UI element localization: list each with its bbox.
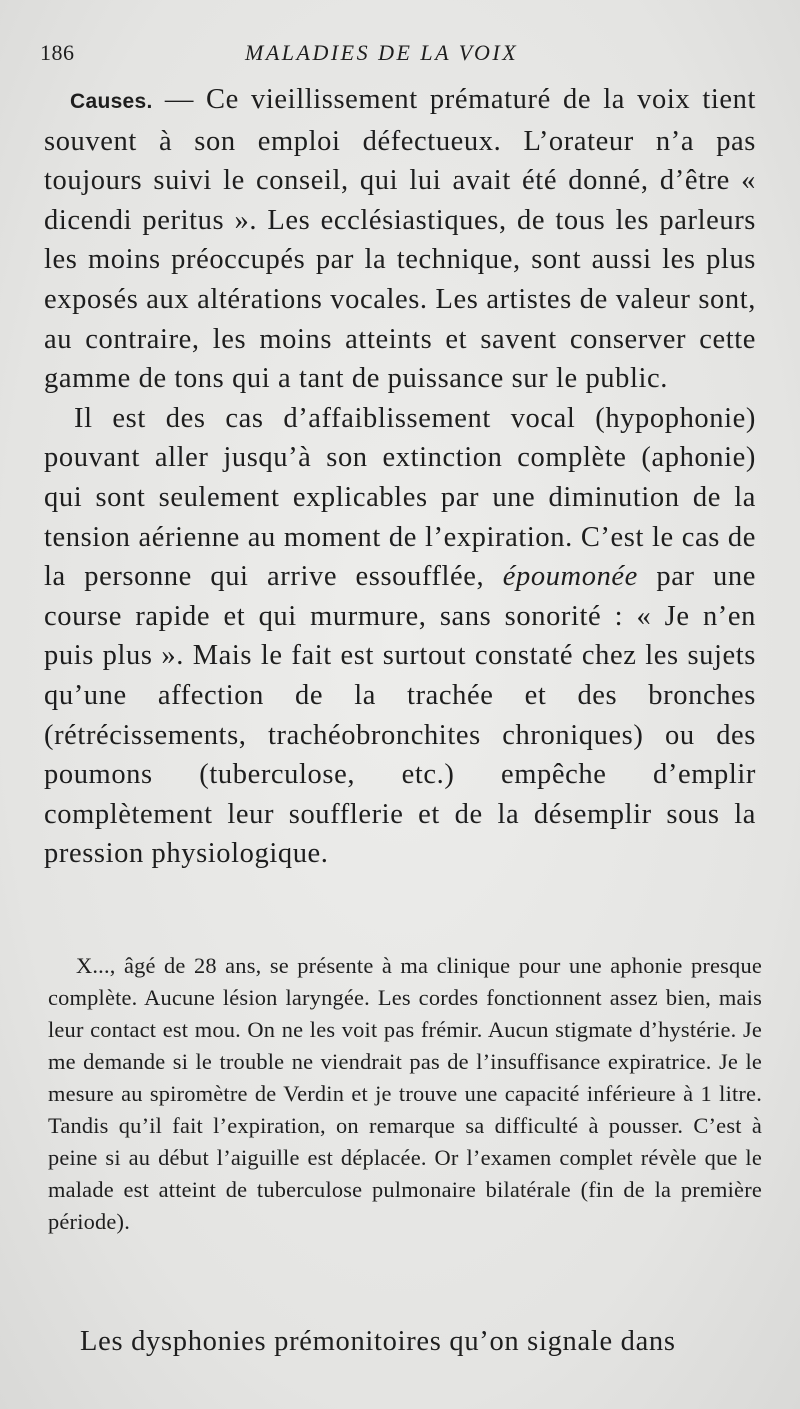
italic-term: époumonée <box>502 561 638 593</box>
page-number: 186 <box>40 40 75 65</box>
paragraph-causes <box>44 80 756 399</box>
main-text <box>44 80 756 874</box>
case-report <box>48 950 762 1238</box>
running-head <box>40 40 760 70</box>
case-report-text: X..., âgé de 28 ans, se présente à ma clinique pour une aphonie presque complète. Aucune lésion laryngée. Les cordes fonctionnent assez bien, mais leur contact est mou. On ne les voit pas frémir. Aucun stigmate d’hystérie. Je me demande si le trouble ne viendrait pas de l’insuffisance expiratrice. Je le mesure au spiromètre de Verdin et je trouve une capacité inférieure à 1 litre. Tandis qu’il fait l’expiration, on remarque sa difficulté à pousser. C’est à peine si au début l’aiguille est déplacée. Or l’examen complet révèle que le malade est atteint de tuberculose pulmonaire bilatérale (fin de la première période). <box>48 953 762 1234</box>
closing-line: Les dysphonies prémonitoires qu’on signale dans <box>80 1326 676 1357</box>
paragraph-hypophonie-text-end: par une course rapide et qui murmure, sans sonorité : « Je n’en puis plus ». Mais le fait est surtout constaté chez les sujets qu’une affection de la trachée et des bronches (rétrécissements, trachéobronchites chroniques) ou des poumons (tuberculose, etc.) empêche d’emplir complètement leur soufflerie et de la désemplir sous la pression physiologique. <box>44 561 757 870</box>
paragraph-hypophonie <box>44 399 756 874</box>
paragraph-hypophonie-text-start: Il est des cas d’affaiblissement vocal (hypophonie) pouvant aller jusqu’à son extinction complète (aphonie) qui sont seulement explicables par une diminution de la tension aérienne au moment de l’expiration. C’est le cas de la personne qui arrive essoufflée, <box>44 402 756 593</box>
paragraph-causes-text: — Ce vieillissement prématuré de la voix tient souvent à son emploi défectueux. L’orateur n’a pas toujours suivi le conseil, qui lui avait été donné, d’être « dicendi peritus ». Les ecclésiastiques, de tous les parleurs les moins préoccupés par la technique, sont aussi les plus exposés aux altérations vocales. Les artistes de valeur sont, au contraire, les moins atteints et savent conserver cette gamme de tons qui a tant de puissance sur le public. <box>44 84 757 395</box>
section-heading: Causes. <box>70 90 153 113</box>
running-title: MALADIES DE LA VOIX <box>245 40 519 65</box>
